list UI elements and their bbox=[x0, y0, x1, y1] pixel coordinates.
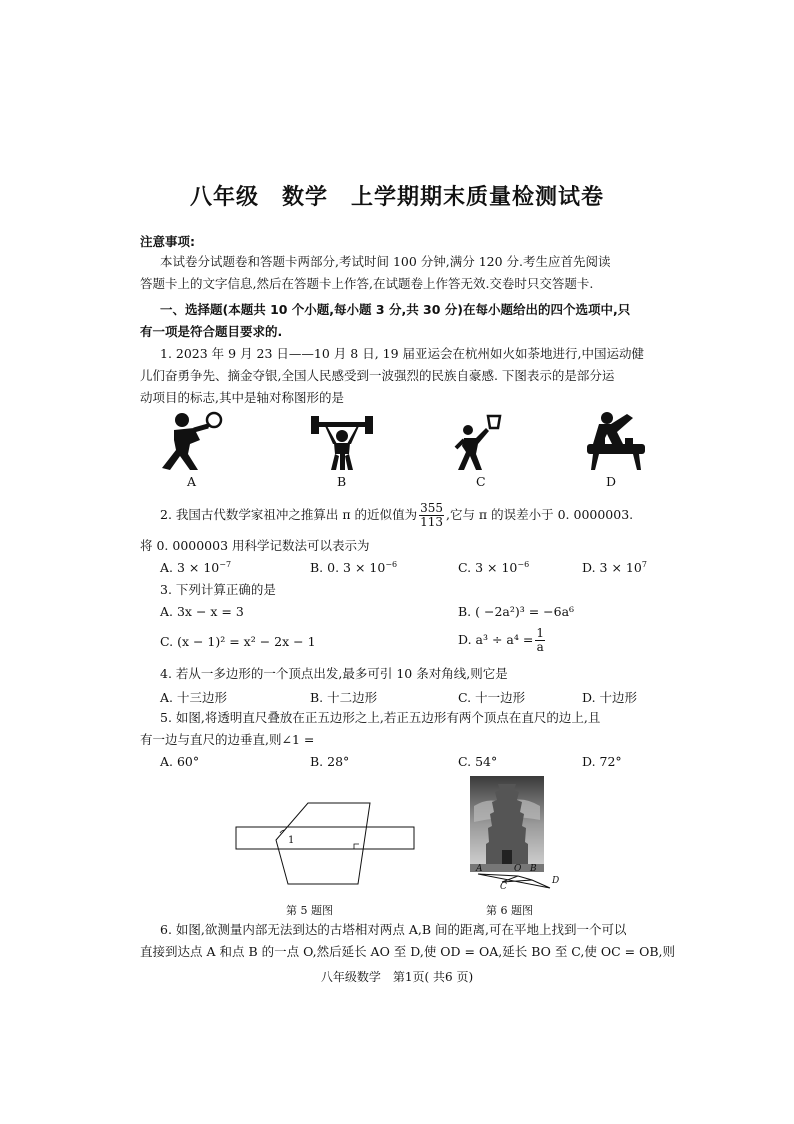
q5-option-d: D. 72° bbox=[582, 754, 622, 769]
q2-fraction-denominator: 113 bbox=[420, 515, 443, 529]
q2-option-d-exponent: 7 bbox=[641, 560, 647, 569]
section1-line-1: 一、选择题(本题共 10 个小题,每小题 3 分,共 30 分)在每小题给出的四个选项中,只 bbox=[160, 302, 631, 317]
q3-option-d-denominator: a bbox=[536, 640, 544, 654]
q2-option-d bbox=[582, 560, 647, 575]
q3-option-b: B. ( −2a²)³ = −6a⁶ bbox=[458, 604, 575, 619]
q5-option-c: C. 54° bbox=[458, 754, 498, 769]
tennis-player-icon bbox=[160, 410, 226, 472]
q5-option-a: A. 60° bbox=[160, 754, 200, 769]
q3-stem: 3. 下列计算正确的是 bbox=[160, 582, 276, 597]
exam-title: 八年级 数学 上学期期末质量检测试卷 bbox=[189, 185, 604, 210]
q1-label-a: A bbox=[187, 474, 197, 489]
section1-line-2: 有一项是符合题目要求的. bbox=[140, 324, 283, 339]
q5-figure bbox=[230, 800, 420, 900]
q6-line-2: 直接到达点 A 和点 B 的一点 O,然后延长 AO 至 D,使 OD = OA,延长 BO 至 C,使 OC = OB,则 bbox=[140, 944, 676, 959]
q6-point-c: C bbox=[500, 882, 507, 892]
q6-caption: 第 6 题图 bbox=[486, 904, 533, 917]
q4-option-d: D. 十边形 bbox=[582, 690, 638, 705]
q2-option-b-exponent: −6 bbox=[385, 560, 398, 569]
q2-line-2: 将 0. 0000003 用科学记数法可以表示为 bbox=[140, 538, 370, 553]
q2-fraction bbox=[419, 502, 444, 529]
q5-option-b: B. 28° bbox=[310, 754, 350, 769]
q6-point-a: A bbox=[476, 864, 483, 874]
pagoda-door bbox=[502, 850, 512, 864]
notice-line-1: 本试卷分试题卷和答题卡两部分,考试时间 100 分钟,满分 120 分.考生应首先阅读 bbox=[160, 254, 611, 269]
q4-option-a: A. 十三边形 bbox=[160, 690, 227, 705]
q5-caption: 第 5 题图 bbox=[286, 904, 333, 917]
q6-point-o: O bbox=[514, 864, 522, 874]
q3-option-d bbox=[458, 626, 547, 654]
q4-stem: 4. 若从一多边形的一个顶点出发,最多可引 10 条对角线,则它是 bbox=[160, 666, 508, 681]
q3-option-d-fraction bbox=[535, 627, 545, 654]
weightlifter-icon bbox=[309, 410, 375, 472]
q2-line-1 bbox=[160, 500, 633, 530]
q1-line-3: 动项目的标志,其中是轴对称图形的是 bbox=[140, 390, 344, 405]
measurement-triangles bbox=[478, 874, 550, 888]
q2-stem-pre: 2. 我国古代数学家祖冲之推算出 π 的近似值为 bbox=[160, 507, 418, 522]
q2-option-a bbox=[160, 560, 231, 575]
q5-line-2: 有一边与直尺的边垂直,则∠1 = bbox=[140, 732, 315, 747]
q3-option-a: A. 3x − x = 3 bbox=[160, 604, 244, 619]
q6-line-1: 6. 如图,欲测量内部无法到达的古塔相对两点 A,B 间的距离,可在平地上找到一个可以 bbox=[160, 922, 627, 937]
q4-option-c: C. 十一边形 bbox=[458, 690, 526, 705]
q1-line-2: 儿们奋勇争先、摘金夺银,全国人民感受到一波强烈的民族自豪感. 下图表示的是部分运 bbox=[140, 368, 615, 383]
q2-stem-post: ,它与 π 的误差小于 0. 0000003. bbox=[445, 507, 634, 522]
q2-fraction-numerator: 355 bbox=[420, 501, 443, 515]
q2-option-c-base: C. 3 × 10 bbox=[458, 560, 518, 576]
q1-line-1: 1. 2023 年 9 月 23 日——10 月 8 日, 19 届亚运会在杭州如火如荼地进行,中国运动健 bbox=[160, 346, 645, 361]
q2-option-d-base: D. 3 × 10 bbox=[582, 560, 642, 576]
notice-heading: 注意事项: bbox=[140, 234, 195, 249]
table-tennis-player-icon bbox=[452, 410, 504, 472]
q5-angle-label: 1 bbox=[288, 835, 295, 846]
q3-option-d-numerator: 1 bbox=[536, 626, 544, 640]
q2-option-c bbox=[458, 560, 529, 575]
page-footer: 八年级数学 第1页( 共6 页) bbox=[320, 970, 474, 984]
notice-line-2: 答题卡上的文字信息,然后在答题卡上作答,在试题卷上作答无效.交卷时只交答题卡. bbox=[140, 276, 594, 291]
q6-point-b: B bbox=[530, 864, 537, 874]
q2-option-a-base: A. 3 × 10 bbox=[160, 560, 220, 576]
q1-label-b: B bbox=[337, 474, 347, 489]
q2-option-b-base: B. 0. 3 × 10 bbox=[310, 560, 386, 576]
q3-option-d-pre: D. a³ ÷ a⁴ = bbox=[458, 632, 534, 647]
q1-label-c: C bbox=[476, 474, 486, 489]
pommel-horse-gymnast-icon bbox=[583, 410, 649, 472]
q4-option-b: B. 十二边形 bbox=[310, 690, 378, 705]
ruler-shape bbox=[236, 827, 414, 849]
q2-option-a-exponent: −7 bbox=[219, 560, 232, 569]
q6-point-d: D bbox=[552, 876, 560, 886]
right-angle-mark bbox=[354, 844, 359, 849]
q1-label-d: D bbox=[606, 474, 617, 489]
q2-option-c-exponent: −6 bbox=[517, 560, 530, 569]
q5-line-1: 5. 如图,将透明直尺叠放在正五边形之上,若正五边形有两个顶点在直尺的边上,且 bbox=[160, 710, 601, 725]
q3-option-c: C. (x − 1)² = x² − 2x − 1 bbox=[160, 634, 316, 649]
q2-option-b bbox=[310, 560, 397, 575]
